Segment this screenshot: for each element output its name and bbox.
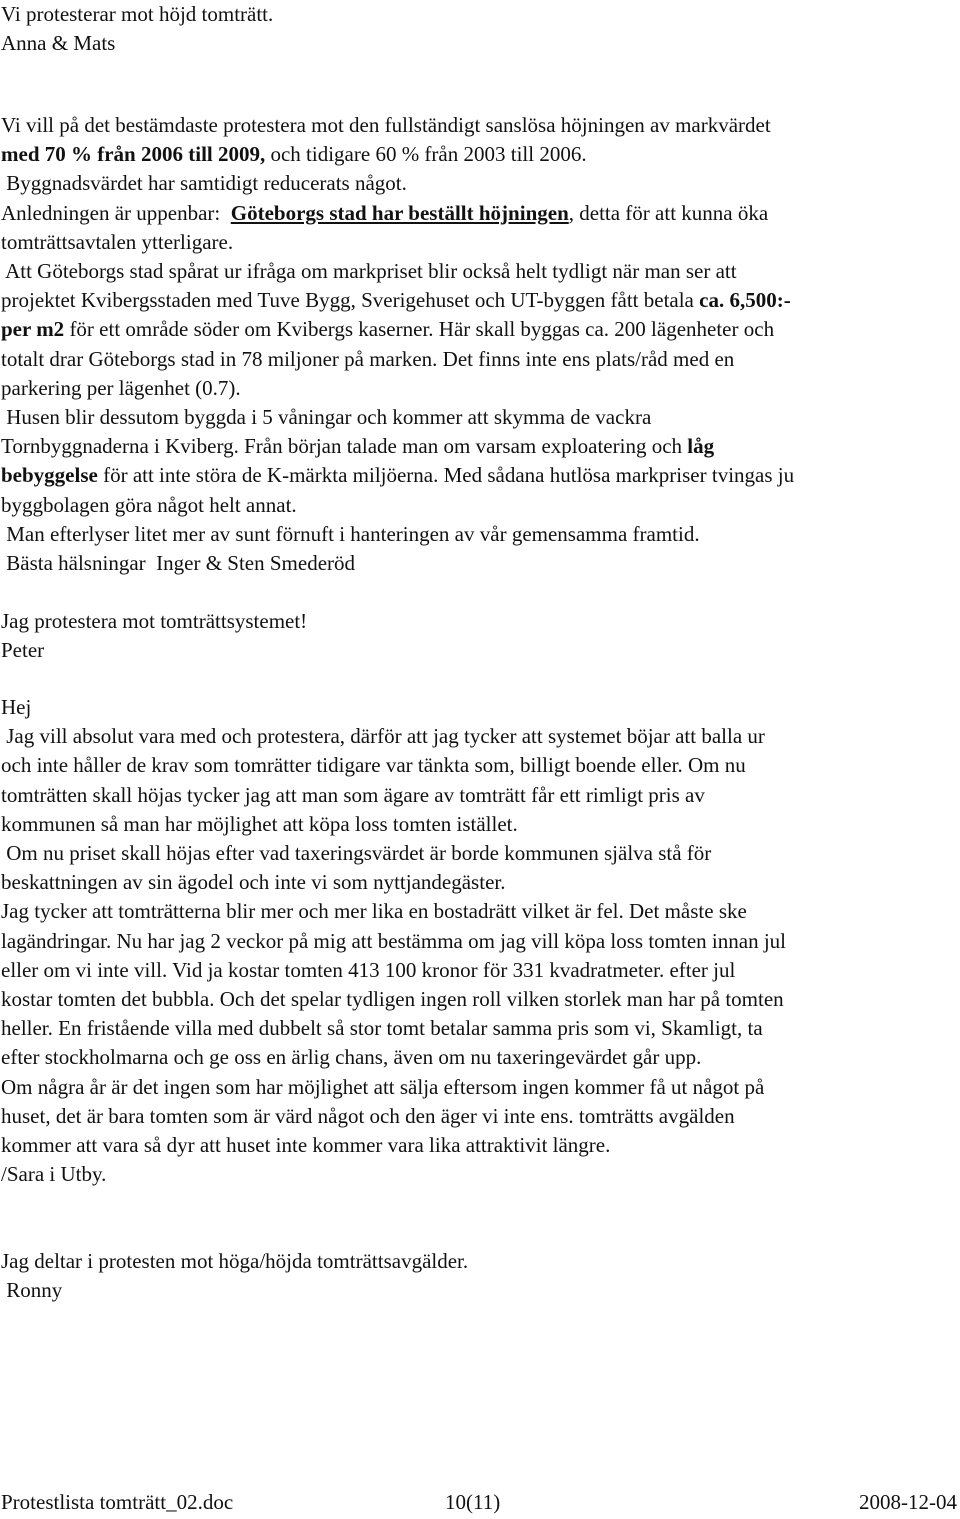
text-line <box>1 257 737 286</box>
text-line <box>1 839 711 868</box>
text-line <box>1 722 765 751</box>
text-run: Jag tycker att tomträtterna blir mer och mer lika en bostadrätt vilket är fel. Det måste ske <box>1 899 747 924</box>
text-line <box>1 199 768 228</box>
text-line <box>1 111 771 140</box>
text-run: Bästa hälsningar Inger & Sten Smederöd <box>1 551 356 575</box>
text-run: Anna & Mats <box>1 31 116 56</box>
text-run: Vi protesterar mot höjd tomträtt. <box>1 2 274 26</box>
text-line <box>1 985 784 1014</box>
text-line <box>1 1102 735 1131</box>
text-run: efter stockholmarna och ge oss en ärlig chans, även om nu taxeringevärdet går upp. <box>1 1045 702 1070</box>
text-run: och inte håller de krav som tomrätter tidigare var tänkta som, billigt boende eller. Om nu <box>1 753 746 778</box>
text-line <box>1 927 786 956</box>
text-run: eller om vi inte vill. Vid ja kostar tomten 413 100 kronor för 331 kvadratmeter. efter jul <box>1 957 736 982</box>
text-run: för ett område söder om Kvibergs kaserner. Här skall byggas ca. 200 lägenheter och <box>64 317 775 342</box>
text-run: byggbolagen göra något helt annat. <box>1 492 297 517</box>
text-line <box>1 1276 62 1305</box>
text-line <box>1 1131 610 1160</box>
text-run: Tornbyggnaderna i Kviberg. Från början talade man om varsam exploatering och <box>1 434 688 459</box>
text-line <box>1 169 407 198</box>
text-run: Om några år är det ingen som har möjlighet att sälja eftersom ingen kommer få ut något på <box>1 1074 765 1099</box>
text-line <box>1 868 505 897</box>
text-run: lagändringar. Nu har jag 2 veckor på mig att bestämma om jag vill köpa loss tomten innan jul <box>1 928 786 953</box>
text-run: med 70 % från 2006 till 2009, <box>1 142 266 167</box>
text-line <box>1 228 233 257</box>
text-run: parkering per lägenhet (0.7). <box>1 375 241 400</box>
text-run: Byggnadsvärdet har samtidigt reducerats något. <box>1 171 407 196</box>
text-run: Anledningen är uppenbar: <box>1 200 231 225</box>
text-run: kommunen så man har möjlighet att köpa loss tomten istället. <box>1 811 518 836</box>
text-line <box>1 29 115 58</box>
text-run: och tidigare 60 % från 2003 till 2006. <box>265 142 587 167</box>
text-run: Ronny <box>1 1278 63 1303</box>
text-run: per m2 <box>1 317 65 342</box>
text-run: Om nu priset skall höjas efter vad taxeringsvärdet är borde kommunen själva stå för <box>1 841 712 865</box>
text-run: för att inte störa de K-märkta miljöerna. Med sådana hutlösa markpriser tvingas ju <box>97 463 795 488</box>
text-run: heller. En fristående villa med dubbelt så stor tomt betalar samma pris som vi, Skamligt, ta <box>1 1016 763 1041</box>
text-run: Hej <box>1 695 32 719</box>
text-run: totalt drar Göteborgs stad in 78 miljoner på marken. Det finns inte ens plats/råd med en <box>1 346 735 371</box>
text-line <box>1 403 651 432</box>
text-run: bebyggelse <box>1 463 98 488</box>
page-footer <box>0 1488 960 1517</box>
text-run: /Sara i Utby. <box>1 1162 107 1187</box>
text-line <box>1 1014 763 1043</box>
text-line <box>1 374 241 403</box>
text-run: Jag vill absolut vara med och protestera, därför att jag tycker att systemet böjar att balla ur <box>1 724 765 749</box>
text-run: kommer att vara så dyr att huset inte kommer vara lika attraktivit längre. <box>1 1133 611 1157</box>
text-line <box>1 693 31 722</box>
text-line <box>1 781 705 810</box>
text-run: huset, det är bara tomten som är värd något och den äger vi inte ens. tomträtts avgälden <box>1 1103 735 1128</box>
text-run: beskattningen av sin ägodel och inte vi som nyttjandegäster. <box>1 870 506 895</box>
footer-date: 2008-12-04 <box>859 1490 957 1514</box>
text-line <box>1 286 791 315</box>
text-line <box>1 461 794 490</box>
text-line <box>1 1160 106 1189</box>
text-run: projektet Kvibergsstaden med Tuve Bygg, Sverigehuset och UT-byggen fått betala <box>1 288 700 313</box>
text-line <box>1 549 355 578</box>
footer-page-number: 10(11) <box>445 1490 501 1514</box>
text-run: Att Göteborgs stad spårat ur ifråga om markpriset blir också helt tydligt när man ser att <box>1 259 737 283</box>
text-line <box>1 956 735 985</box>
text-line <box>1 0 273 29</box>
text-run: tomträttsavtalen ytterligare. <box>1 229 234 254</box>
text-line <box>1 810 518 839</box>
footer-filename: Protestlista tomträtt_02.doc <box>1 1490 234 1514</box>
text-run: tomträtten skall höjas tycker jag att man som ägare av tomträtt får ett rimligt pris av <box>1 782 705 807</box>
text-line <box>1 140 587 169</box>
text-line <box>1 897 747 926</box>
text-run: , detta för att kunna öka <box>568 200 769 225</box>
text-line <box>1 1043 701 1072</box>
text-line <box>1 432 714 461</box>
text-run: Man efterlyser litet mer av sunt förnuft i hanteringen av vår gemensamma framtid. <box>1 521 700 546</box>
text-run: Göteborgs stad har beställt höjningen <box>230 200 569 225</box>
text-line <box>1 636 44 665</box>
text-line <box>1 1247 468 1276</box>
text-line <box>1 1073 764 1102</box>
text-line <box>1 751 746 780</box>
text-run: Jag deltar i protesten mot höga/höjda tomträttsavgälder. <box>1 1249 469 1273</box>
text-line <box>1 345 734 374</box>
text-line <box>1 491 297 520</box>
text-run: Husen blir dessutom byggda i 5 våningar och kommer att skymma de vackra <box>1 405 652 429</box>
text-run: kostar tomten det bubbla. Och det spelar tydligen ingen roll vilken storlek man har på tomten <box>1 987 784 1011</box>
text-run: låg <box>687 434 715 459</box>
text-run: Peter <box>1 638 45 663</box>
text-run: Vi vill på det bestämdaste protestera mot den fullständigt sanslösa höjningen av markvärdet <box>1 113 771 137</box>
text-run: Jag protestera mot tomträttsystemet! <box>1 609 308 633</box>
text-run: ca. 6,500:- <box>699 288 791 313</box>
text-line <box>1 607 307 636</box>
text-line <box>1 520 700 549</box>
text-line <box>1 315 774 344</box>
